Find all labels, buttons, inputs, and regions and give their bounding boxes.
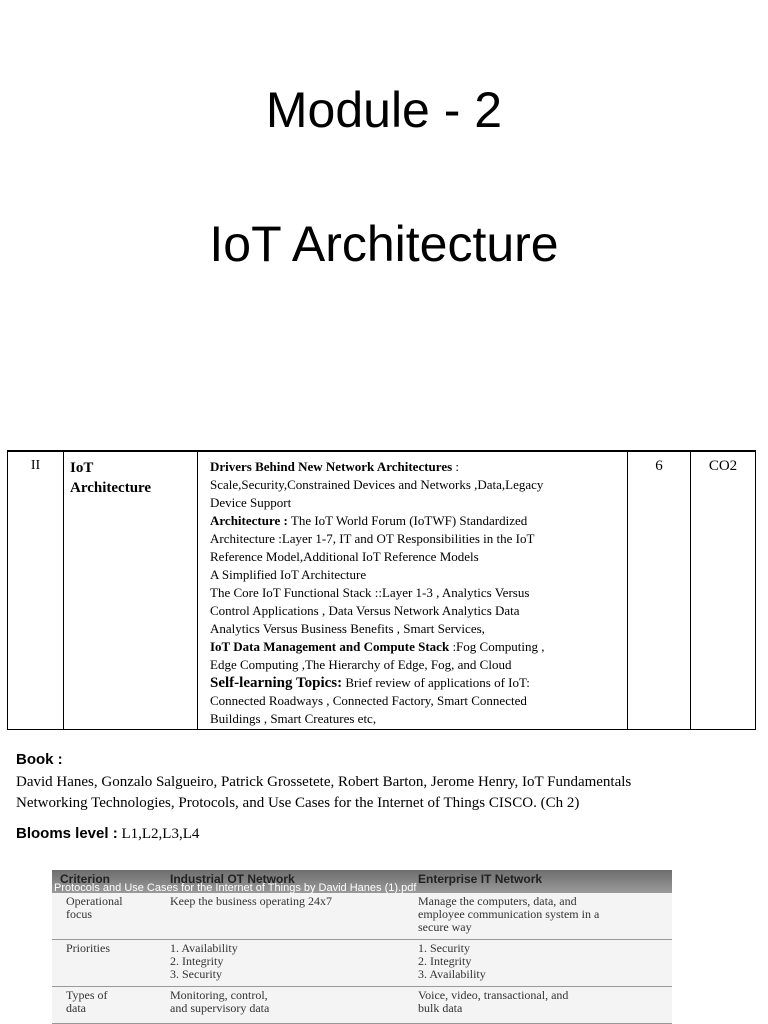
- cell-text: 2. Integrity: [418, 954, 472, 968]
- book-line: Networking Technologies, Protocols, and Use Cases for the Internet of Things CISCO. (Ch 2): [16, 795, 580, 811]
- book-line: David Hanes, Gonzalo Salgueiro, Patrick Grossetete, Robert Barton, Jerome Henry, IoT Fundamentals: [16, 774, 632, 790]
- cell-text: Types of: [66, 988, 108, 1002]
- cell-text: 3. Security: [170, 967, 222, 981]
- blooms-level: [16, 825, 199, 843]
- syllabus-table: [7, 450, 756, 730]
- content-line: Device Support: [210, 495, 292, 510]
- cell-text: Operational: [66, 894, 123, 908]
- header-ot: Industrial OT Network: [170, 872, 295, 886]
- blooms-value: L1,L2,L3,L4: [117, 826, 200, 842]
- cell-text: bulk data: [418, 1001, 463, 1015]
- content-line: The Core IoT Functional Stack ::Layer 1-3 , Analytics Versus: [210, 585, 530, 600]
- cell-text: data: [66, 1001, 86, 1015]
- pdf-caption: Protocols and Use Cases for the Internet of Things by David Hanes (1).pdf: [54, 882, 417, 894]
- cell-text: Keep the business operating 24x7: [170, 894, 332, 908]
- cell-text: 2. Integrity: [170, 954, 224, 968]
- content-line: Reference Model,Additional IoT Reference Models: [210, 549, 479, 564]
- cell-text: employee communication system in a: [418, 907, 600, 921]
- module-title: Module - 2: [265, 82, 503, 138]
- comparison-header: [52, 870, 672, 893]
- header-criterion: Criterion: [60, 872, 111, 886]
- architecture-heading: Architecture :: [210, 513, 288, 528]
- unit-content-cell: [198, 452, 628, 729]
- unit-cell: II: [8, 452, 64, 729]
- content-text: :Fog Computing ,: [449, 639, 545, 654]
- content-line: A Simplified IoT Architecture: [210, 567, 367, 582]
- content-line: Architecture :Layer 1-7, IT and OT Responsibilities in the IoT: [210, 531, 535, 546]
- cell-text: Voice, video, transactional, and: [418, 988, 569, 1002]
- cell-text: Manage the computers, data, and: [418, 894, 577, 908]
- header-it: Enterprise IT Network: [418, 872, 543, 886]
- cell-text: Monitoring, control,: [170, 988, 268, 1002]
- content-text: :: [452, 459, 460, 474]
- unit-title-line: IoT: [70, 460, 94, 476]
- table-row: [52, 893, 672, 940]
- cell-text: and supervisory data: [170, 1001, 270, 1015]
- cell-text: 1. Availability: [170, 941, 238, 955]
- content-line: Analytics Versus Business Benefits , Smart Services,: [210, 621, 485, 636]
- self-learning-heading: Self-learning Topics:: [210, 675, 343, 691]
- table-row: [52, 987, 672, 1024]
- content-line: Connected Roadways , Connected Factory, Smart Connected: [210, 693, 527, 708]
- unit-title-cell: [64, 452, 198, 729]
- cell-text: Priorities: [66, 941, 110, 955]
- cell-text: 3. Availability: [418, 967, 486, 981]
- data-management-heading: IoT Data Management and Compute Stack: [210, 639, 450, 654]
- content-line: Control Applications , Data Versus Network Analytics Data: [210, 603, 520, 618]
- unit-title-line: Architecture: [70, 480, 152, 496]
- table-row: [52, 940, 672, 987]
- cell-text: 1. Security: [418, 941, 470, 955]
- content-line: Scale,Security,Constrained Devices and Networks ,Data,Legacy: [210, 477, 544, 492]
- hours-cell: 6: [628, 452, 691, 729]
- cell-text: secure way: [418, 920, 472, 934]
- book-reference: [16, 772, 756, 814]
- drivers-heading: Drivers Behind New Network Architectures: [210, 459, 453, 474]
- content-line: Edge Computing ,The Hierarchy of Edge, Fog, and Cloud: [210, 657, 512, 672]
- blooms-label: Blooms level :: [16, 825, 118, 842]
- content-line: Buildings , Smart Creatures etc,: [210, 711, 377, 726]
- content-text: The IoT World Forum (IoTWF) Standardized: [287, 513, 528, 528]
- book-label: Book :: [16, 751, 63, 768]
- ot-it-comparison-table: [52, 870, 672, 1024]
- cell-text: focus: [66, 907, 92, 921]
- content-text: Brief review of applications of IoT:: [342, 675, 530, 690]
- topic-title: IoT Architecture: [209, 216, 559, 272]
- course-outcome-cell: CO2: [708, 458, 738, 474]
